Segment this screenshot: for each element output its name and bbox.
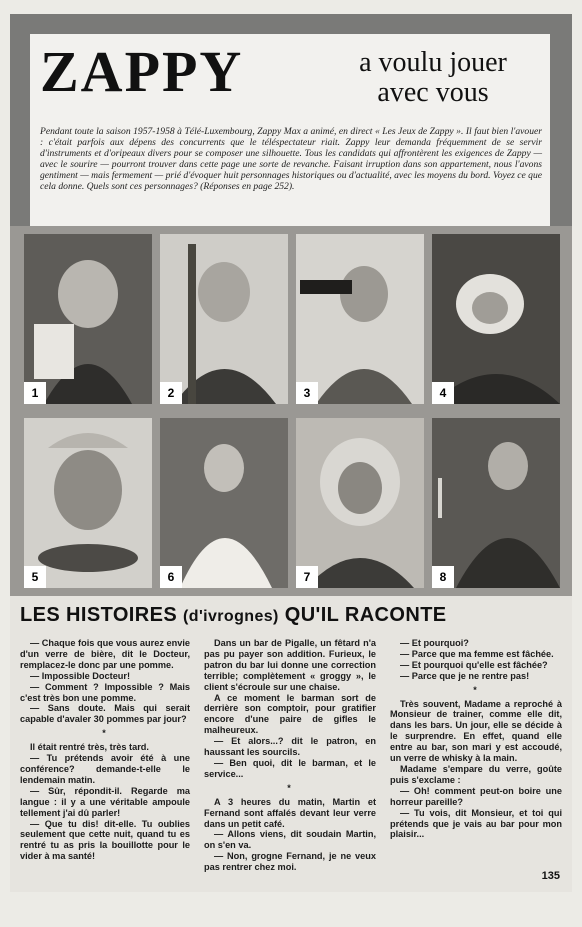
separator: * [473, 684, 479, 695]
portrait-photo-icon [160, 418, 288, 588]
subtitle-line-2: avec vous [377, 77, 489, 108]
photo-number: 1 [24, 382, 46, 404]
right-border [550, 14, 572, 226]
article-column-3 [390, 638, 562, 840]
paragraph: Il était rentré très, très tard. [30, 742, 149, 753]
portrait-photo-icon [160, 234, 288, 404]
intro-paragraph: Pendant toute la saison 1957-1958 à Télé-Luxembourg, Zappy Max a animé, en direct « Les Jeux de Zappy ». Il faut bien l'avouer : c'était parfois aux dépens des concurrents que le téléspectateur riait. Zappy leur demanda fréquemment de se servir d'instruments et d'oripeaux divers pour se composer une silhouette. Tous les candidats qui affrontèrent les exigences de Zappy — avec le sourire — pourront trouver dans cette page une sorte de revanche. Faisant irruption dans son appartement, nous l'avons gentiment — mais fermement — prié d'évoquer huit personnages historiques ou d'actualité, avec les moyens du bord. Voyez ce que cela donne. Quels sont ces personnages? (Réponses en page 252). [40, 126, 542, 193]
photo-4 [432, 234, 560, 404]
paragraph: Dans un bar de Pigalle, un fêtard n'a pas pu payer son addition. Furieux, le patron du bar lui donne une correction terrible; complètement « groggy », le client s'écroule sur une chaise. [204, 638, 376, 692]
photo-number: 4 [432, 382, 454, 404]
paragraph: Très souvent, Madame a reproché à Monsieur de trainer, comme elle dit, dans les bars. Un jour, elle se décide à le surprendre. En effet, quand elle entre au bar, son mari y est accoudé, un verre de whisky à la main. [390, 698, 562, 764]
paragraph: — Ben quoi, dit le barman, et le service... [204, 757, 376, 779]
left-border [10, 14, 30, 226]
title-box [30, 34, 550, 226]
separator: * [287, 782, 293, 793]
paragraph: — Et pourquoi qu'elle est fâchée? [400, 659, 548, 670]
headline-part-3: QU'IL RACONTE [278, 604, 447, 626]
photo-2 [160, 234, 288, 404]
paragraph: — Chaque fois que vous aurez envie d'un verre de bière, dit le Docteur, remplacez-le donc par une pomme. [20, 638, 190, 670]
subtitle [322, 48, 544, 108]
paragraph: — Impossible Docteur! [30, 670, 131, 681]
article-column-2 [204, 638, 376, 873]
paragraph: — Et alors...? dit le patron, en haussant les sourcils. [204, 736, 376, 758]
page-title: ZAPPY [40, 39, 244, 104]
portrait-photo-icon [432, 418, 560, 588]
paragraph: — Parce que ma femme est fâchée. [400, 648, 554, 659]
portrait-photo-icon [24, 418, 152, 588]
photo-7 [296, 418, 424, 588]
paragraph: — Allons viens, dit soudain Martin, on s'en va. [204, 829, 376, 851]
headline-part-2: (d'ivrognes) [183, 608, 279, 625]
page-number: 135 [541, 870, 560, 882]
portrait-photo-icon [432, 234, 560, 404]
paragraph: — Non, grogne Fernand, je ne veux pas rentrer chez moi. [204, 851, 376, 873]
paragraph: — Tu prétends avoir été à une conférence? demande-t-elle le lendemain matin. [20, 753, 190, 785]
article-column-1 [20, 638, 190, 862]
photo-grid [10, 226, 572, 596]
paragraph: — Sans doute. Mais qui serait capable d'avaler 30 pommes par jour? [20, 703, 190, 725]
photo-number: 2 [160, 382, 182, 404]
paragraph: — Parce que je ne rentre pas! [400, 670, 530, 681]
photo-6 [160, 418, 288, 588]
paragraph: A 3 heures du matin, Martin et Fernand sont affalés devant leur verre dans un petit café. [204, 796, 376, 829]
article-section [10, 596, 572, 892]
photo-5 [24, 418, 152, 588]
paragraph: — Sûr, répondit-il. Regarde ma langue : il y a une véritable ampoule tellement j'ai dû parler! [20, 785, 190, 818]
paragraph: — Que tu dis! dit-elle. Tu oublies seulement que cette nuit, quand tu es rentré tu as pris la bouillotte pour le vider à ma santé! [20, 818, 190, 862]
top-border [10, 14, 572, 34]
photo-3 [296, 234, 424, 404]
separator: * [102, 728, 108, 739]
subtitle-line-1: a voulu jouer [359, 47, 507, 78]
photo-number: 8 [432, 566, 454, 588]
paragraph: — Oh! comment peut-on boire une horreur pareille? [390, 785, 562, 807]
photo-8 [432, 418, 560, 588]
paragraph: Madame s'empare du verre, goûte puis s'exclame : [390, 763, 562, 785]
magazine-page [10, 14, 572, 892]
portrait-photo-icon [296, 418, 424, 588]
photo-number: 3 [296, 382, 318, 404]
paragraph: — Tu vois, dit Monsieur, et toi qui prétends que je vais au bar pour mon plaisir... [390, 807, 562, 840]
article-headline [20, 604, 562, 627]
portrait-photo-icon [296, 234, 424, 404]
portrait-photo-icon [24, 234, 152, 404]
photo-number: 5 [24, 566, 46, 588]
photo-1 [24, 234, 152, 404]
paragraph: A ce moment le barman sort de derrière son comptoir, pour gratifier encore d'une paire de gifles le malheureux. [204, 692, 376, 736]
paragraph: — Et pourquoi? [400, 638, 469, 648]
photo-number: 7 [296, 566, 318, 588]
paragraph: — Comment ? Impossible ? Mais c'est très bon une pomme. [20, 681, 190, 703]
headline-part-1: LES HISTOIRES [20, 604, 184, 626]
photo-number: 6 [160, 566, 182, 588]
